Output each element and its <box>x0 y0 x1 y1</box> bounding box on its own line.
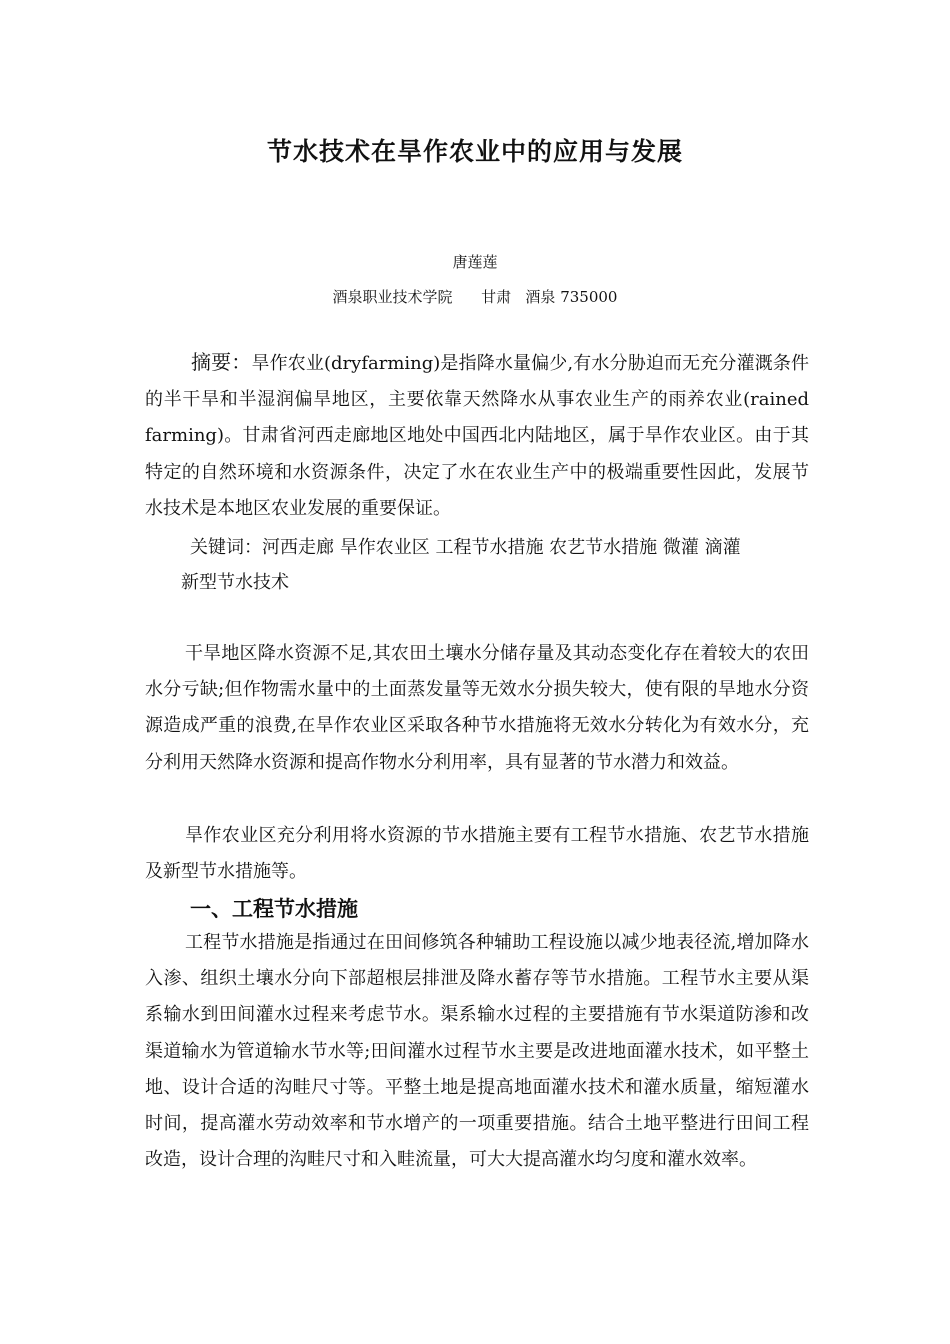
keywords-list: 河西走廊 旱作农业区 工程节水措施 农艺节水措施 微灌 滴灌 <box>262 537 741 558</box>
abstract-text: 旱作农业(dryfarming)是指降水量偏少,有水分胁迫而无充分灌溉条件的半干旱和半湿润偏旱地区，主要依靠天然降水从事农业生产的雨养农业(rained farming)。甘肃省河西走廊地区地处中国西北内陆地区，属于旱作农业区。由于其特定的自然环境和水资源条件，决定了水在农业生产中的极端重要性因此，发展节水技术是本地区农业发展的重要保证。 <box>145 353 810 519</box>
author-name: 唐莲莲 <box>452 253 498 271</box>
abstract-paragraph <box>145 344 809 527</box>
author-affiliation: 酒泉职业技术学院 甘肃 酒泉 735000 <box>332 288 618 306</box>
body-paragraph-2: 旱作农业区充分利用将水资源的节水措施主要有工程节水措施、农艺节水措施及新型节水措施等。 <box>145 825 809 883</box>
keywords-continuation: 新型节水技术 <box>181 572 289 593</box>
keywords-label: 关键词： <box>190 537 262 558</box>
abstract-label: 摘要： <box>191 350 252 374</box>
section-body-paragraph: 工程节水措施是指通过在田间修筑各种辅助工程设施以减少地表径流,增加降水入渗、组织土壤水分向下部超根层排泄及降水蓄存等节水措施。工程节水主要从渠系输水到田间灌水过程来考虑节水。渠系输水过程的主要措施有节水渠道防渗和改渠道输水为管道输水节水等;田间灌水过程节水主要是改进地面灌水技术，如平整土地、设计合适的沟畦尺寸等。平整土地是提高地面灌水技术和灌水质量，缩短灌水时间，提高灌水劳动效率和节水增产的一项重要措施。结合土地平整进行田间工程改造，设计合理的沟畦尺寸和入畦流量，可大大提高灌水均匀度和灌水效率。 <box>145 932 809 1171</box>
keywords-line <box>190 530 810 566</box>
section-heading: 一、工程节水措施 <box>190 896 358 921</box>
document-title: 节水技术在旱作农业中的应用与发展 <box>266 137 683 166</box>
body-paragraph-1: 干旱地区降水资源不足,其农田土壤水分储存量及其动态变化存在着较大的农田水分亏缺;但作物需水量中的土面蒸发量等无效水分损失较大，使有限的旱地水分资源造成严重的浪费,在旱作农业区采取各种节水措施将无效水分转化为有效水分，充分利用天然降水资源和提高作物水分利用率，具有显著的节水潜力和效益。 <box>145 643 809 773</box>
